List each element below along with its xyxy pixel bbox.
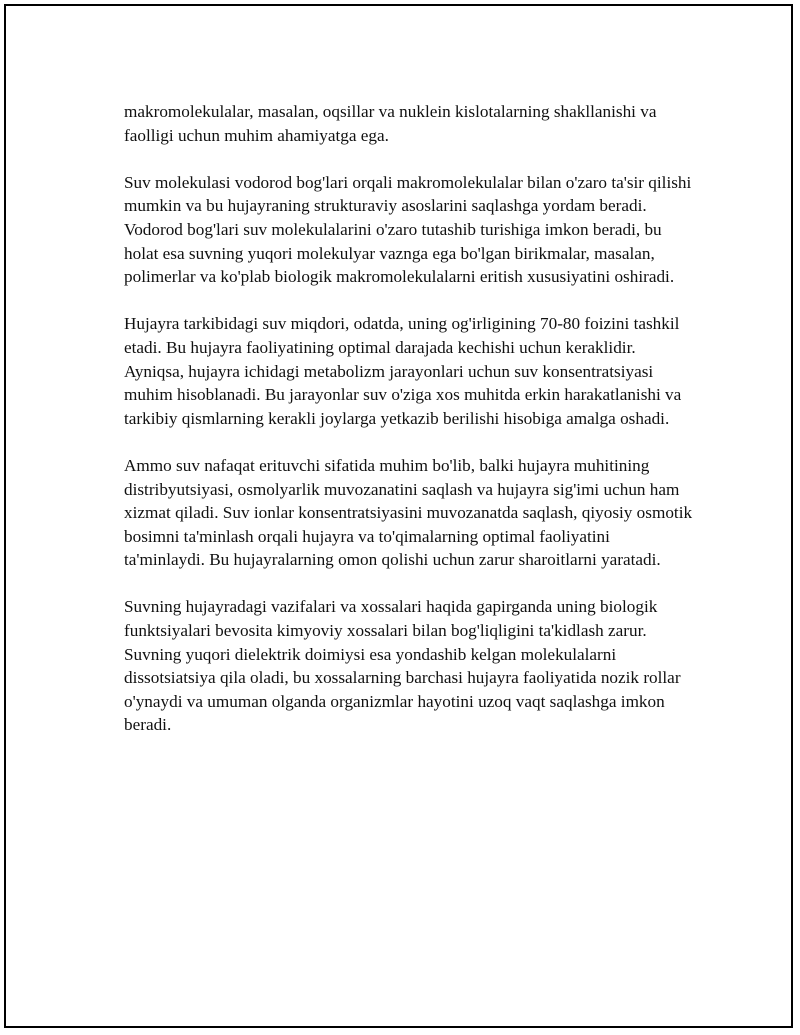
paragraph-1: makromolekulalar, masalan, oqsillar va nuklein kislotalarning shakllanishi va faolligi uchun muhim ahamiyatga ega. bbox=[124, 102, 657, 145]
paragraph-2: Suv molekulasi vodorod bog'lari orqali makromolekulalar bilan o'zaro ta'sir qilishi mumkin va bu hujayraning strukturaviy asoslarini saqlashga yordam beradi. Vodorod bog'lari suv molekulalarini o'zaro tutashib turishiga imkon beradi, bu holat esa suvning yuqori molekulyar vaznga ega bo'lgan birikmalar, masalan, polimerlar va ko'plab biologik makromolekulalarni eritish xususiyatini oshiradi. bbox=[124, 172, 692, 287]
paragraph-4: Ammo suv nafaqat erituvchi sifatida muhim bo'lib, balki hujayra muhitining distribyutsiyasi, osmolyarlik muvozanatini saqlash va hujayra sig'imi uchun ham xizmat qiladi. Suv ionlar konsentratsiyasini muvozanatda saqlash, qiyosiy osmotik bosimni ta'minlash orqali hujayra va to'qimalarning optimal faoliyatini ta'minlaydi. Bu hujayralarning omon qolishi uchun zarur sharoitlarni yaratadi. bbox=[124, 455, 693, 570]
page-frame bbox=[4, 4, 793, 1028]
paragraph-5: Suvning hujayradagi vazifalari va xossalari haqida gapirganda uning biologik funktsiyalari bevosita kimyoviy xossalari bilan bog'liqligini ta'kidlash zarur. Suvning yuqori dielektrik doimiysi esa yondashib kelgan molekulalarni dissotsiatsiya qila oladi, bu xossalarning barchasi hujayra faoliyatida nozik rollar o'ynaydi va umuman olganda organizmlar hayotini uzoq vaqt saqlashga imkon beradi. bbox=[124, 597, 681, 735]
paragraph-3: Hujayra tarkibidagi suv miqdori, odatda, uning og'irligining 70-80 foizini tashkil etadi. Bu hujayra faoliyatining optimal darajada kechishi uchun keraklidir. Ayniqsa, hujayra ichidagi metabolizm jarayonlari uchun suv konsentratsiyasi muhim hisoblanadi. Bu jarayonlar suv o'ziga xos muhitda erkin harakatlanishi va tarkibiy qismlarning kerakli joylarga yetkazib berilishi hisobiga amalga oshadi. bbox=[124, 314, 682, 428]
document-body bbox=[124, 100, 694, 761]
